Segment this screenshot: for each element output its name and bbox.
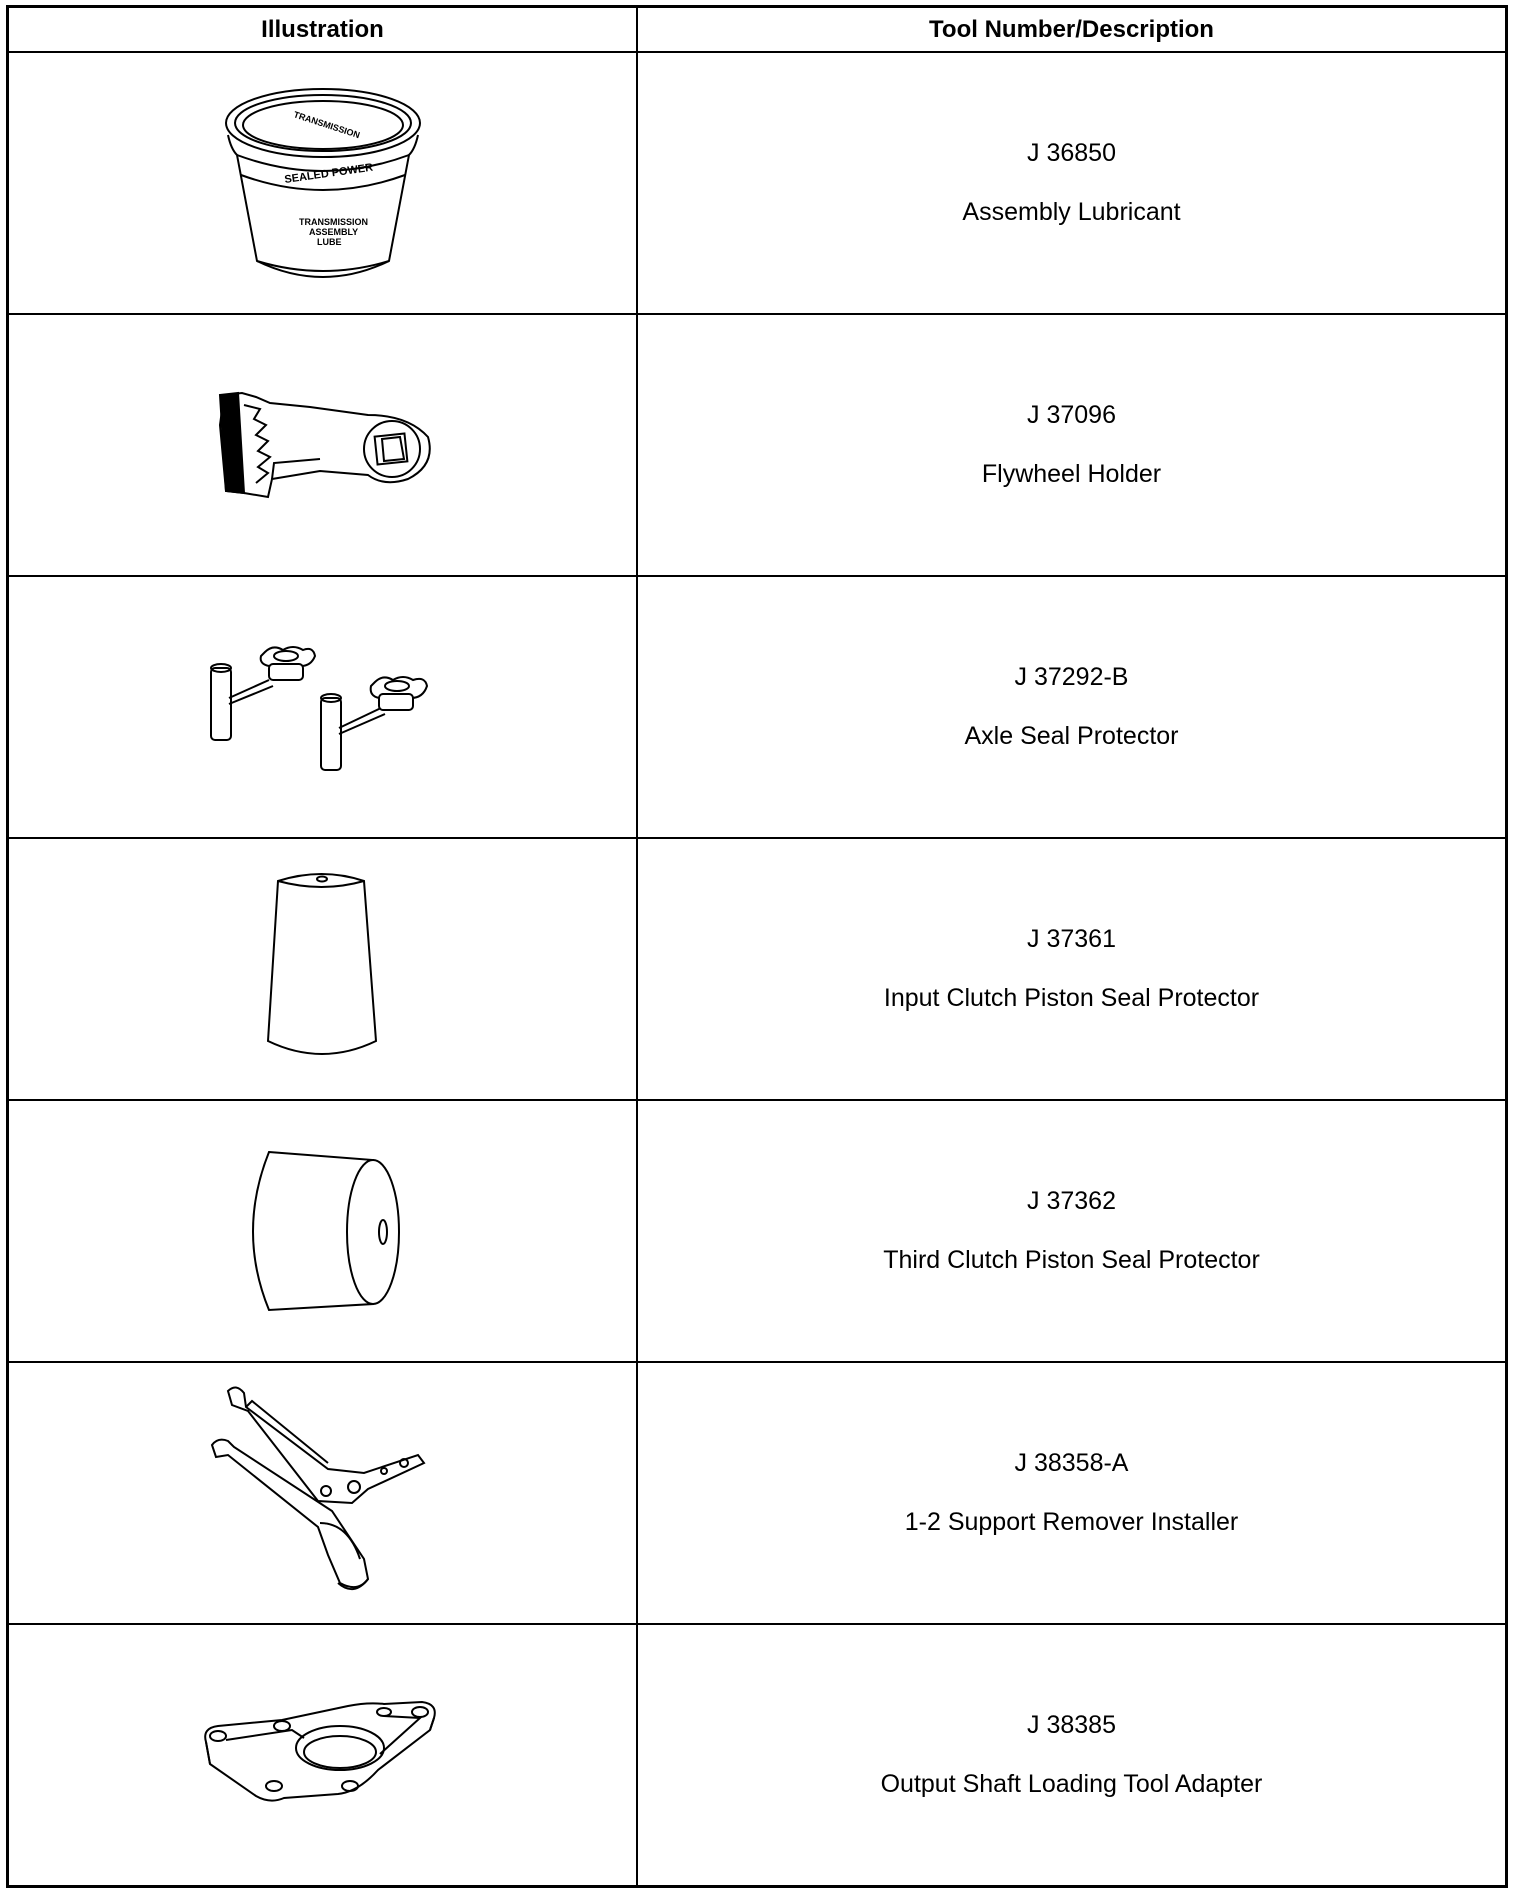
description-column-header: Tool Number/Description (637, 7, 1507, 53)
lid-label-text: TRANSMISSION (291, 109, 361, 141)
tool-number: J 37361 (1027, 925, 1116, 953)
tool-description: Third Clutch Piston Seal Protector (883, 1246, 1260, 1274)
tool-description: Assembly Lubricant (962, 198, 1181, 226)
description-cell (637, 1362, 1507, 1624)
loading-tool-adapter-icon (198, 1700, 448, 1810)
support-remover-installer-icon (208, 1383, 438, 1603)
special-tools-table (6, 5, 1508, 1888)
tool-number: J 38385 (1027, 1711, 1116, 1739)
table-row (8, 576, 1507, 838)
illustration-cell (8, 314, 638, 576)
lubricant-tub-icon (223, 83, 423, 283)
tool-number: J 37362 (1027, 1187, 1116, 1215)
axle-seal-protector-icon (203, 642, 443, 772)
tool-number: J 38358-A (1014, 1449, 1129, 1477)
description-cell (637, 576, 1507, 838)
description-cell (637, 314, 1507, 576)
product-label-text: TRANSMISSION (298, 217, 368, 227)
product-label-text-2: ASSEMBLY (308, 227, 358, 237)
tool-description: Input Clutch Piston Seal Protector (883, 984, 1260, 1012)
illustration-cell (8, 838, 638, 1100)
description-cell (637, 52, 1507, 314)
table-row (8, 1362, 1507, 1624)
tool-description: Axle Seal Protector (964, 722, 1179, 750)
brand-label-text: SEALED POWER (283, 161, 374, 186)
flywheel-holder-icon (208, 385, 438, 505)
tool-description: Flywheel Holder (981, 460, 1162, 488)
table-row (8, 314, 1507, 576)
illustration-cell (8, 1624, 638, 1887)
description-cell (637, 1624, 1507, 1887)
tool-number: J 37096 (1027, 401, 1116, 429)
table-row (8, 1624, 1507, 1887)
third-clutch-seal-protector-icon (233, 1146, 413, 1316)
input-clutch-seal-protector-icon (258, 869, 388, 1069)
table-row (8, 52, 1507, 314)
table-header-row (8, 7, 1507, 53)
description-cell (637, 1100, 1507, 1362)
illustration-column-header: Illustration (8, 7, 638, 53)
product-label-text-3: LUBE (316, 237, 341, 247)
tool-description: 1-2 Support Remover Installer (904, 1508, 1239, 1536)
illustration-cell (8, 1362, 638, 1624)
tool-number: J 36850 (1027, 139, 1116, 167)
description-cell (637, 838, 1507, 1100)
tool-number: J 37292-B (1014, 663, 1129, 691)
table-row (8, 838, 1507, 1100)
tool-description: Output Shaft Loading Tool Adapter (880, 1770, 1263, 1798)
illustration-cell (8, 576, 638, 838)
table-row (8, 1100, 1507, 1362)
illustration-cell (8, 1100, 638, 1362)
illustration-cell (8, 52, 638, 314)
